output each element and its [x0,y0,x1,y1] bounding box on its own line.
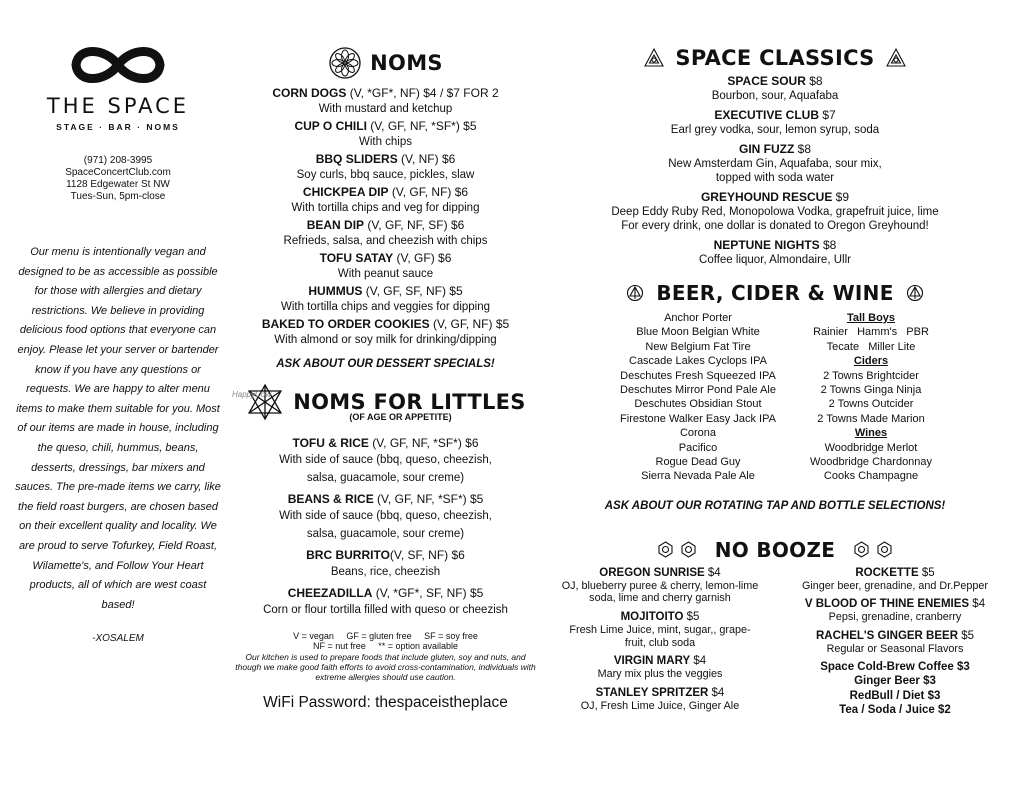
item-title [233,284,538,299]
drink-item [795,597,995,624]
drink-description: Earl grey vodka, sour, lemon syrup, soda [670,124,880,136]
wine-item: Woodbridge Chardonnay [809,456,933,469]
beer-item: Rogue Dead Guy [655,456,741,469]
beer-item: Anchor Porter [664,312,732,324]
item-description: With chips [358,136,413,148]
drink-price: $5 [918,566,935,579]
drink-title [795,629,995,643]
item-description: With side of sauce (bbq, queso, cheezish, [279,454,492,466]
nobooze-extras [795,660,995,718]
drink-item [555,686,765,713]
beer-item: New Belgium Fat Tire [645,340,751,353]
item-name: HUMMUS [308,284,363,298]
menu-item [233,119,538,150]
item-title [233,218,538,233]
beer-item: Cascade Lakes Cyclops IPA [629,355,767,368]
item-price: (V, *GF*, SF, NF) $5 [372,586,484,600]
drink-item [555,190,995,233]
drink-price: $9 [832,190,850,204]
wine-item: Woodbridge Merlot [824,441,918,454]
beer-item: Firestone Walker Easy Jack IPA [620,412,776,425]
menu-item [233,548,538,581]
item-description: Refrieds, salsa, and cheezish with chips [283,235,488,247]
item-name: CHEEZADILLA [287,586,373,600]
drink-description: Regular or Seasonal Flavors [826,643,964,656]
drink-item [555,566,765,605]
drink-item [555,142,995,185]
beer-item: Corona [679,427,717,440]
drink-title [555,610,765,624]
star-tetrahedron-icon [245,382,285,422]
left-column [15,0,221,645]
address: 1128 Edgewater St NW [66,179,170,190]
menu-item [233,218,538,249]
hours: Tues-Sun, 5pm-close [70,191,166,202]
flower-icon [328,46,362,80]
drink-item [555,654,765,681]
noms-title: NOMS [370,51,443,75]
watermark: HappyCow [232,390,272,399]
item-name: BEANS & RICE [287,492,374,506]
beer-header [555,281,995,305]
website-link: SpaceConcertClub.com [65,167,171,178]
drink-price: $4 [969,598,986,611]
wines-list [801,441,941,484]
drink-name: OREGON SUNRISE [599,566,705,579]
drink-title [555,142,995,157]
noms-header [233,46,538,80]
noms-list [233,86,538,348]
item-name: TOFU SATAY [319,251,394,265]
drink-description: Coffee liquor, Almondaire, Ullr [699,254,851,266]
drink-price: $8 [819,238,837,252]
drink-price: $5 [683,611,700,624]
item-name: BBQ SLIDERS [315,152,398,166]
item-price: (V, *GF*, NF) $4 / $7 FOR 2 [346,86,499,100]
item-title [233,86,538,101]
tallboys-list [801,325,941,354]
nobooze-right-list [795,566,995,656]
drink-description: OJ, blueberry puree & cherry, lemon-lime [561,579,759,592]
item-price: (V, GF, NF, *SF*) $5 [373,492,484,506]
ciders-list [801,369,941,427]
item-name: CORN DOGS [272,86,347,100]
menu-item [233,492,538,543]
geometric-triangle-icon [643,47,665,69]
signature: -XOSALEM [92,633,144,645]
cans-and-wine [801,311,941,484]
menu-item [233,436,538,487]
extra-drink: Tea / Soda / Juice $2 [839,704,951,717]
drink-title [555,566,765,580]
dessert-note: ASK ABOUT OUR DESSERT SPECIALS! [276,358,495,370]
drink-title [555,686,765,700]
drink-name: ROCKETTE [855,566,919,579]
hexagon-icon [876,541,893,558]
cider-item: 2 Towns Brightcider [823,369,919,382]
phone: (971) 208-3995 [83,155,153,166]
menu-blurb: Our menu is intentionally vegan and designed to be as accessible as possible for those with allergies and dietary restrictions. We believe in providing delicious food options that everyone can enjoy. Please let your server or bartender know if you have any questions or requests. We are happy to alter menu items to make them suitable for you. Most of our items are made in house, including the queso, chili, hummus, beans, desserts, dressings, bar mixers and sauces. The pre-made items we carry, like the field roast burgers, are chosen based on their excellent quality and locality. We are proud to serve Tofurkey, Field Roast, Wilamette's, and Follow Your Heart products, all of which are west coast based! [15,246,221,611]
extra-drink: Space Cold-Brew Coffee $3 [820,660,970,673]
item-description: With peanut sauce [337,268,434,280]
item-name: BRC BURRITO [306,548,390,562]
item-title [233,152,538,167]
menu-item [233,586,538,619]
nobooze-header [555,538,995,562]
menu-item [233,251,538,282]
item-title [233,251,538,266]
drink-price: $8 [805,74,823,88]
allergy-disclaimer: Our kitchen is used to prepare foods that include gluten, soy and nuts, and though we make good faith efforts to avoid cross-contamination, individuals with extreme allergies should use caution. [235,652,536,682]
middle-column [233,0,538,712]
drink-description: Fresh Lime Juice, mint, sugar,, grape- [569,624,751,637]
tallboy-item: Tecate Miller Lite [826,340,916,353]
cider-item: 2 Towns Outcider [828,398,914,411]
cider-item: 2 Towns Made Marion [817,412,925,425]
drink-name: STANLEY SPRITZER [595,686,709,699]
drink-title [555,190,995,205]
nobooze-grid [555,566,995,718]
classics-title: SPACE CLASSICS [675,46,875,70]
item-title [233,119,538,134]
item-name: BAKED TO ORDER COOKIES [261,317,430,331]
hexagon-icon [853,541,870,558]
item-price: (V, GF) $6 [393,251,452,265]
item-description: Corn or flour tortilla filled with queso or cheezish [263,604,508,616]
brand-name: THE SPACE [46,94,190,118]
drink-name: EXECUTIVE CLUB [714,108,819,122]
beer-item: Deschutes Mirror Pond Pale Ale [620,384,776,397]
item-name: TOFU & RICE [292,436,369,450]
drink-description: Bourbon, sour, Aquafaba [711,90,839,102]
extra-drink: Ginger Beer $3 [854,675,936,688]
drink-description: soda, lime and cherry garnish [589,592,731,605]
beer-item: Deschutes Obsidian Stout [634,398,762,411]
draft-list [609,311,787,484]
item-description: With side of sauce (bbq, queso, cheezish, [279,510,492,522]
drink-name: RACHEL'S GINGER BEER [815,630,959,643]
drink-item [555,108,995,137]
item-description: With tortilla chips and veg for dipping [291,202,480,214]
brand-tagline: STAGE · BAR · NOMS [56,122,180,132]
drink-price: $8 [794,142,811,156]
tallboy-item: Rainier Hamm's PBR [813,326,929,339]
menu-item [233,284,538,315]
hex-circle-icon [626,284,644,302]
drink-description: Deep Eddy Ruby Red, Monopolowa Vodka, grapefruit juice, lime [611,206,939,218]
beer-item: Deschutes Fresh Squeezed IPA [620,369,776,382]
item-title [233,185,538,200]
item-title [233,586,538,601]
hexagon-icon [657,541,674,558]
contact-info [18,155,218,203]
drink-name: GIN FUZZ [738,142,795,156]
drink-name: MOJITOITO [620,611,684,624]
item-name: CUP O CHILI [294,119,367,133]
wifi-password: WiFi Password: thespaceistheplace [263,694,508,711]
infinity-logo-icon [66,40,170,90]
wine-item: Cooks Champagne [823,470,919,483]
drink-item [795,566,995,593]
item-title [233,436,538,451]
drink-description: Pepsi, grenadine, cranberry [828,611,962,624]
item-title [233,492,538,507]
littles-list [233,436,538,619]
drink-title [555,74,995,89]
menu-item [233,86,538,117]
tallboys-heading: Tall Boys [846,312,896,324]
drink-item [555,238,995,267]
item-title [233,548,538,563]
drink-item [555,74,995,103]
item-description: Soy curls, bbq sauce, pickles, slaw [296,169,475,181]
item-price: (V, GF, NF) $5 [429,317,510,331]
item-price: (V, GF, NF, *SF*) $6 [368,436,479,450]
classics-header [555,46,995,70]
item-price: (V, GF, NF) $6 [388,185,469,199]
drink-price: $4 [708,686,725,699]
item-price: (V, NF) $6 [397,152,456,166]
drink-description: For every drink, one dollar is donated to Oregon Greyhound! [621,220,929,232]
item-price: (V, GF, NF, SF) $6 [364,218,465,232]
menu-item [233,185,538,216]
item-price: (V, SF, NF) $6 [389,548,465,562]
menu-item [233,317,538,348]
drink-title [555,654,765,668]
beer-item: Blue Moon Belgian White [636,326,760,339]
cider-item: 2 Towns Ginga Ninja [820,384,922,397]
drink-description: New Amsterdam Gin, Aquafaba, sour mix, [668,158,882,170]
littles-subtitle: (OF AGE OR APPETITE) [349,412,452,422]
drink-description: Ginger beer, grenadine, and Dr.Pepper [801,579,989,592]
legend-line-2: NF = nut free ** = option available [312,641,459,651]
drink-title [555,238,995,253]
drink-name: NEPTUNE NIGHTS [713,238,820,252]
littles-title: NOMS FOR LITTLES [293,390,526,414]
drink-title [795,597,995,611]
item-name: CHICKPEA DIP [302,185,389,199]
drink-price: $7 [819,108,836,122]
tap-note: ASK ABOUT OUR ROTATING TAP AND BOTTLE SELECTIONS! [604,499,946,512]
drink-item [555,610,765,649]
drink-price: $4 [704,566,721,579]
drink-name: GREYHOUND RESCUE [700,190,833,204]
drink-name: V BLOOD OF THINE ENEMIES [804,598,970,611]
item-description: With tortilla chips and veggies for dipping [280,301,491,313]
nobooze-title: NO BOOZE [714,537,836,562]
beer-item: Sierra Nevada Pale Ale [641,470,755,483]
beer-title: BEER, CIDER & WINE [656,281,894,305]
drink-description: OJ, Fresh Lime Juice, Ginger Ale [580,699,740,712]
nobooze-left [555,566,765,718]
diet-legend [233,631,538,651]
drink-price: $5 [958,630,975,643]
extra-drink: RedBull / Diet $3 [849,689,941,702]
item-price: (V, GF, NF, *SF*) $5 [366,119,477,133]
item-description: Beans, rice, cheezish [330,566,441,578]
item-description: salsa, guacamole, sour creme) [306,528,465,540]
item-description: With almond or soy milk for drinking/dipping [274,334,497,346]
geometric-triangle-icon [885,47,907,69]
drink-name: SPACE SOUR [727,74,806,88]
drink-item [795,629,995,656]
drink-title [555,108,995,123]
ciders-heading: Ciders [853,355,889,368]
drink-description: fruit, club soda [624,636,696,649]
classics-list [555,74,995,267]
right-column [555,0,995,718]
item-title [233,317,538,332]
item-description: With mustard and ketchup [318,103,453,115]
legend-line-1: V = vegan GF = gluten free SF = soy free [293,631,478,641]
drink-price: $4 [690,655,707,668]
drink-name: VIRGIN MARY [613,655,691,668]
wines-heading: Wines [854,427,888,440]
drink-title [795,566,995,580]
drink-description: Mary mix plus the veggies [597,668,723,681]
drink-description: topped with soda water [715,172,835,184]
nobooze-right [795,566,995,718]
beer-grid [555,311,995,484]
beer-item: Pacifico [678,441,718,454]
item-price: (V, GF, SF, NF) $5 [362,284,463,298]
item-description: salsa, guacamole, sour creme) [306,472,465,484]
hexagon-icon [680,541,697,558]
item-name: BEAN DIP [306,218,365,232]
menu-item [233,152,538,183]
hex-circle-icon [906,284,924,302]
